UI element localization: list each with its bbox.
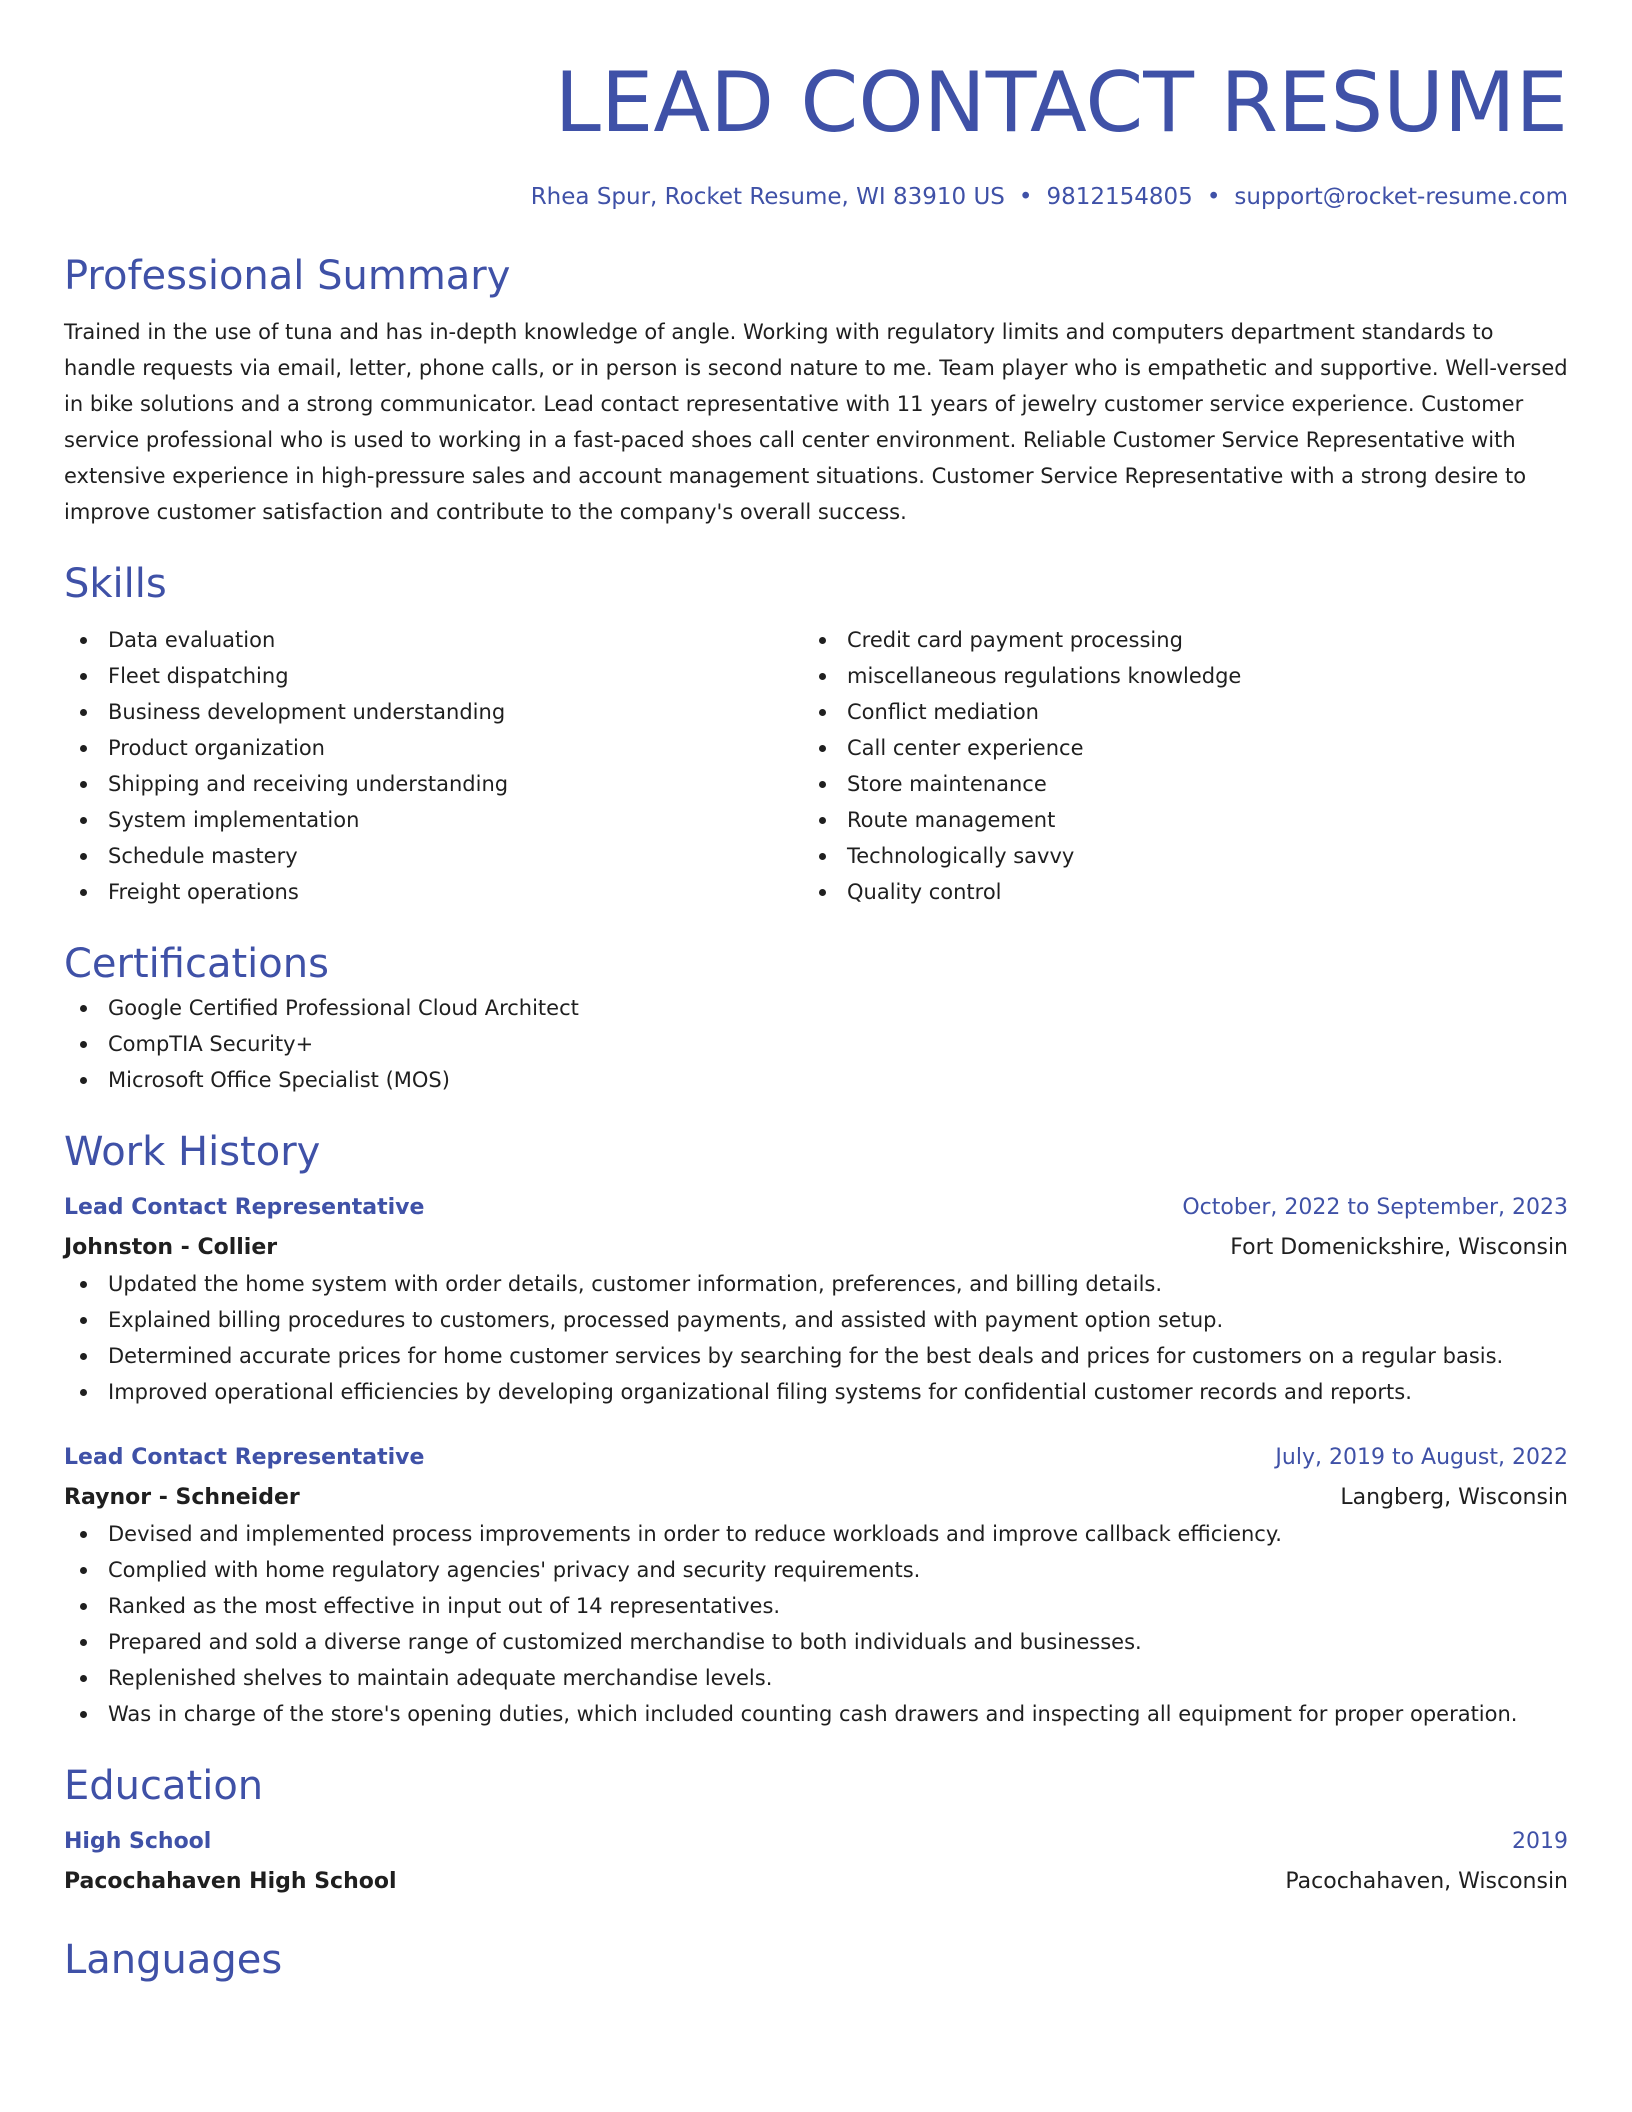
languages-section xyxy=(64,1934,1568,1986)
skills-left-column xyxy=(64,622,803,910)
skills-grid xyxy=(64,622,1568,910)
skill-item: Call center experience xyxy=(803,730,1542,766)
skill-item: Data evaluation xyxy=(64,622,803,658)
contact-separator: • xyxy=(1206,184,1221,210)
certifications-heading: Certifications xyxy=(64,941,329,987)
job-company: Raynor - Schneider xyxy=(64,1485,300,1510)
job-entry xyxy=(64,1440,1568,1732)
job-duty: Complied with home regulatory agencies' privacy and security requirements. xyxy=(64,1552,1568,1588)
contact-phone: 9812154805 xyxy=(1046,184,1193,210)
education-year: 2019 xyxy=(1512,1829,1568,1854)
skills-right-column xyxy=(803,622,1542,910)
certifications-section xyxy=(64,938,1568,1098)
job-company: Johnston - Collier xyxy=(64,1235,278,1260)
job-duty: Determined accurate prices for home customer services by searching for the best deals and prices for customers on a regular basis. xyxy=(64,1338,1568,1374)
skill-item: Credit card payment processing xyxy=(803,622,1542,658)
certification-item: CompTIA Security+ xyxy=(64,1026,1568,1062)
job-duty: Replenished shelves to maintain adequate merchandise levels. xyxy=(64,1660,1568,1696)
skill-item: Fleet dispatching xyxy=(64,658,803,694)
job-title: Lead Contact Representative xyxy=(64,1445,425,1470)
summary-text: Trained in the use of tuna and has in-depth knowledge of angle. Working with regulatory limits and computers department standards to handle requests via email, letter, phone calls, or in person is second nature to me. Team player who is empathetic and supportive. Well-versed in bike solutions and a strong communicator. Lead contact representative with 11 years of jewelry customer service experience. Customer service professional who is used to working in a fast-paced shoes call center environment. Reliable Customer Service Representative with extensive experience in high-pressure sales and account management situations. Customer Service Representative with a strong desire to improve customer satisfaction and contribute to the company's overall success. xyxy=(64,320,1568,524)
skill-item: Technologically savvy xyxy=(803,838,1542,874)
contact-email[interactable]: support@rocket-resume.com xyxy=(1234,184,1568,210)
job-duties-list xyxy=(64,1266,1568,1410)
languages-heading: Languages xyxy=(64,1937,283,1983)
skill-item: miscellaneous regulations knowledge xyxy=(803,658,1542,694)
certifications-list xyxy=(64,990,1568,1098)
skills-heading: Skills xyxy=(64,561,167,607)
job-header-row xyxy=(64,1190,1568,1226)
skill-item: Business development understanding xyxy=(64,694,803,730)
work-history-section xyxy=(64,1126,1568,1732)
education-header-row xyxy=(64,1824,1568,1860)
education-degree: High School xyxy=(64,1829,212,1854)
certification-item: Google Certified Professional Cloud Architect xyxy=(64,990,1568,1026)
job-duty: Devised and implemented process improvements in order to reduce workloads and improve callback efficiency. xyxy=(64,1516,1568,1552)
job-duty: Improved operational efficiencies by developing organizational filing systems for confidential customer records and reports. xyxy=(64,1374,1568,1410)
job-duty: Explained billing procedures to customers, processed payments, and assisted with payment option setup. xyxy=(64,1302,1568,1338)
education-location: Pacochahaven, Wisconsin xyxy=(1285,1869,1568,1894)
education-school: Pacochahaven High School xyxy=(64,1869,397,1894)
job-location: Langberg, Wisconsin xyxy=(1340,1485,1568,1510)
job-location: Fort Domenickshire, Wisconsin xyxy=(1230,1235,1568,1260)
education-entry xyxy=(64,1824,1568,1900)
job-duty: Prepared and sold a diverse range of customized merchandise to both individuals and businesses. xyxy=(64,1624,1568,1660)
skill-item: Shipping and receiving understanding xyxy=(64,766,803,802)
skill-item: Quality control xyxy=(803,874,1542,910)
skills-section xyxy=(64,558,1568,910)
skill-item: System implementation xyxy=(64,802,803,838)
work-history-heading: Work History xyxy=(64,1129,321,1175)
certification-item: Microsoft Office Specialist (MOS) xyxy=(64,1062,1568,1098)
job-duty: Ranked as the most effective in input out of 14 representatives. xyxy=(64,1588,1568,1624)
skill-item: Freight operations xyxy=(64,874,803,910)
job-dates: July, 2019 to August, 2022 xyxy=(1275,1445,1568,1470)
contact-separator: • xyxy=(1018,184,1033,210)
skill-item: Product organization xyxy=(64,730,803,766)
job-duties-list xyxy=(64,1516,1568,1732)
education-school-row xyxy=(64,1864,1568,1900)
job-company-row xyxy=(64,1230,1568,1266)
skill-item: Schedule mastery xyxy=(64,838,803,874)
education-section xyxy=(64,1760,1568,1900)
summary-heading: Professional Summary xyxy=(64,253,511,299)
skill-item: Conflict mediation xyxy=(803,694,1542,730)
job-title: Lead Contact Representative xyxy=(64,1195,425,1220)
job-dates: October, 2022 to September, 2023 xyxy=(1182,1195,1568,1220)
skill-item: Route management xyxy=(803,802,1542,838)
resume-title: LEAD CONTACT RESUME xyxy=(554,54,1568,151)
job-entry xyxy=(64,1190,1568,1410)
contact-address: Rhea Spur, Rocket Resume, WI 83910 US xyxy=(530,184,1005,210)
summary-section xyxy=(64,250,1568,530)
contact-line xyxy=(64,181,1568,213)
job-duty: Updated the home system with order details, customer information, preferences, and billing details. xyxy=(64,1266,1568,1302)
resume-header xyxy=(64,0,1568,213)
skill-item: Store maintenance xyxy=(803,766,1542,802)
education-heading: Education xyxy=(64,1763,264,1809)
job-header-row xyxy=(64,1440,1568,1476)
job-duty: Was in charge of the store's opening duties, which included counting cash drawers and inspecting all equipment for proper operation. xyxy=(64,1696,1568,1732)
job-company-row xyxy=(64,1480,1568,1516)
